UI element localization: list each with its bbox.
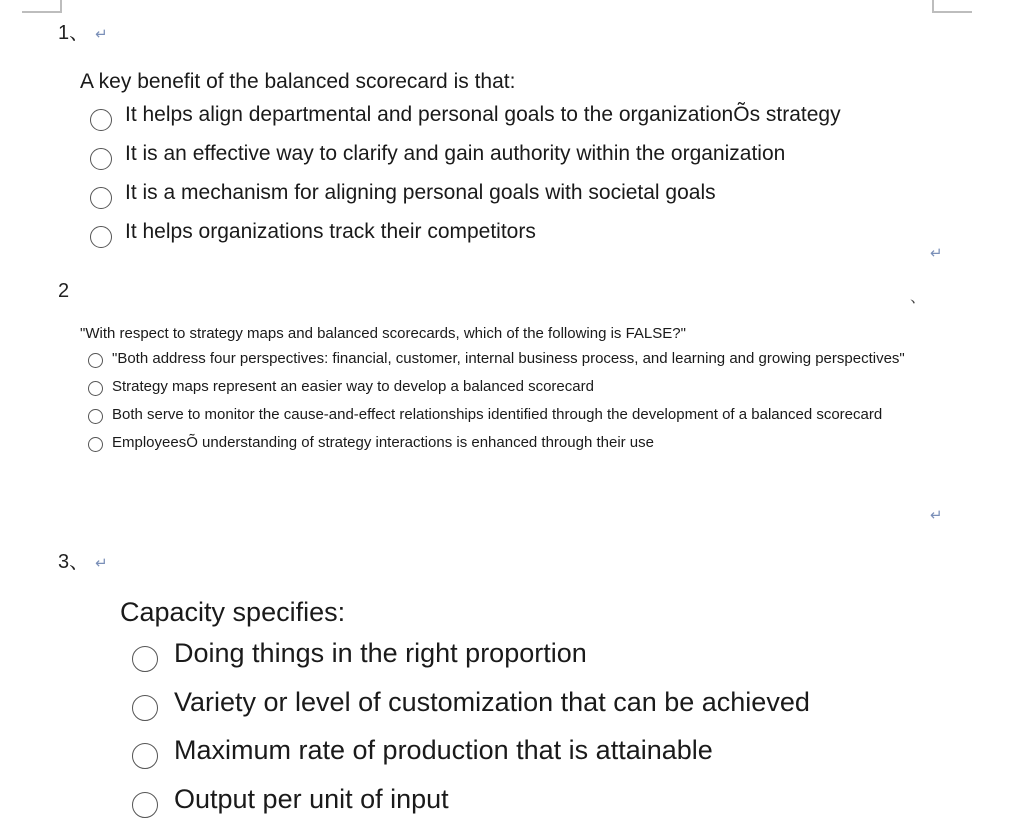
radio-button-icon[interactable] xyxy=(90,187,112,209)
question-2-number: 2 xyxy=(58,280,70,302)
radio-button-icon[interactable] xyxy=(90,226,112,248)
radio-button-icon[interactable] xyxy=(90,109,112,131)
question-3-options xyxy=(132,635,992,829)
question-2-option-b[interactable]: Strategy maps represent an easier way to develop a balanced scorecard xyxy=(88,376,928,398)
question-3-stem: Capacity specifies: xyxy=(120,597,346,627)
question-3-option-c[interactable]: Maximum rate of production that is attainable xyxy=(132,732,992,781)
question-1-option-d[interactable]: It helps organizations track their competitors xyxy=(90,218,1010,257)
radio-button-icon[interactable] xyxy=(132,695,158,721)
radio-button-icon[interactable] xyxy=(132,646,158,672)
paragraph-mark-icon: ↵ xyxy=(95,26,108,43)
radio-button-icon[interactable] xyxy=(132,743,158,769)
question-3-number: 3、 ↵ xyxy=(58,551,108,573)
question-2-option-d[interactable]: EmployeesÕ understanding of strategy interactions is enhanced through their use xyxy=(88,432,928,454)
question-2-stem: "With respect to strategy maps and balanced scorecards, which of the following is FALSE?" xyxy=(80,325,686,342)
radio-button-icon[interactable] xyxy=(132,792,158,818)
radio-button-icon[interactable] xyxy=(88,409,103,424)
question-1-number: 1、 ↵ xyxy=(58,22,108,44)
radio-button-icon[interactable] xyxy=(88,381,103,396)
question-1-stem: A key benefit of the balanced scorecard is that: xyxy=(80,70,516,93)
crop-mark-top-right xyxy=(932,0,972,13)
question-3-option-a[interactable]: Doing things in the right proportion xyxy=(132,635,992,684)
paragraph-mark-icon: ↵ xyxy=(930,507,943,524)
question-3-option-b[interactable]: Variety or level of customization that can be achieved xyxy=(132,684,992,733)
stray-mark: 、 xyxy=(910,289,927,306)
question-2-option-c[interactable]: Both serve to monitor the cause-and-effect relationships identified through the development of a balanced scorecard xyxy=(88,404,928,426)
paragraph-mark-icon: ↵ xyxy=(95,555,108,572)
question-2-option-a[interactable]: "Both address four perspectives: financial, customer, internal business process, and learning and growing perspectives" xyxy=(88,348,928,370)
question-3-option-d[interactable]: Output per unit of input xyxy=(132,781,992,830)
question-1-option-b[interactable]: It is an effective way to clarify and gain authority within the organization xyxy=(90,140,1010,179)
radio-button-icon[interactable] xyxy=(90,148,112,170)
question-1-option-c[interactable]: It is a mechanism for aligning personal goals with societal goals xyxy=(90,179,1010,218)
radio-button-icon[interactable] xyxy=(88,437,103,452)
paragraph-mark-icon: ↵ xyxy=(930,245,943,262)
question-1-option-a[interactable]: It helps align departmental and personal goals to the organizationÕs strategy xyxy=(90,101,1010,140)
question-2-options xyxy=(88,348,928,460)
question-1-options xyxy=(90,101,1010,257)
radio-button-icon[interactable] xyxy=(88,353,103,368)
crop-mark-top-left xyxy=(22,0,62,13)
